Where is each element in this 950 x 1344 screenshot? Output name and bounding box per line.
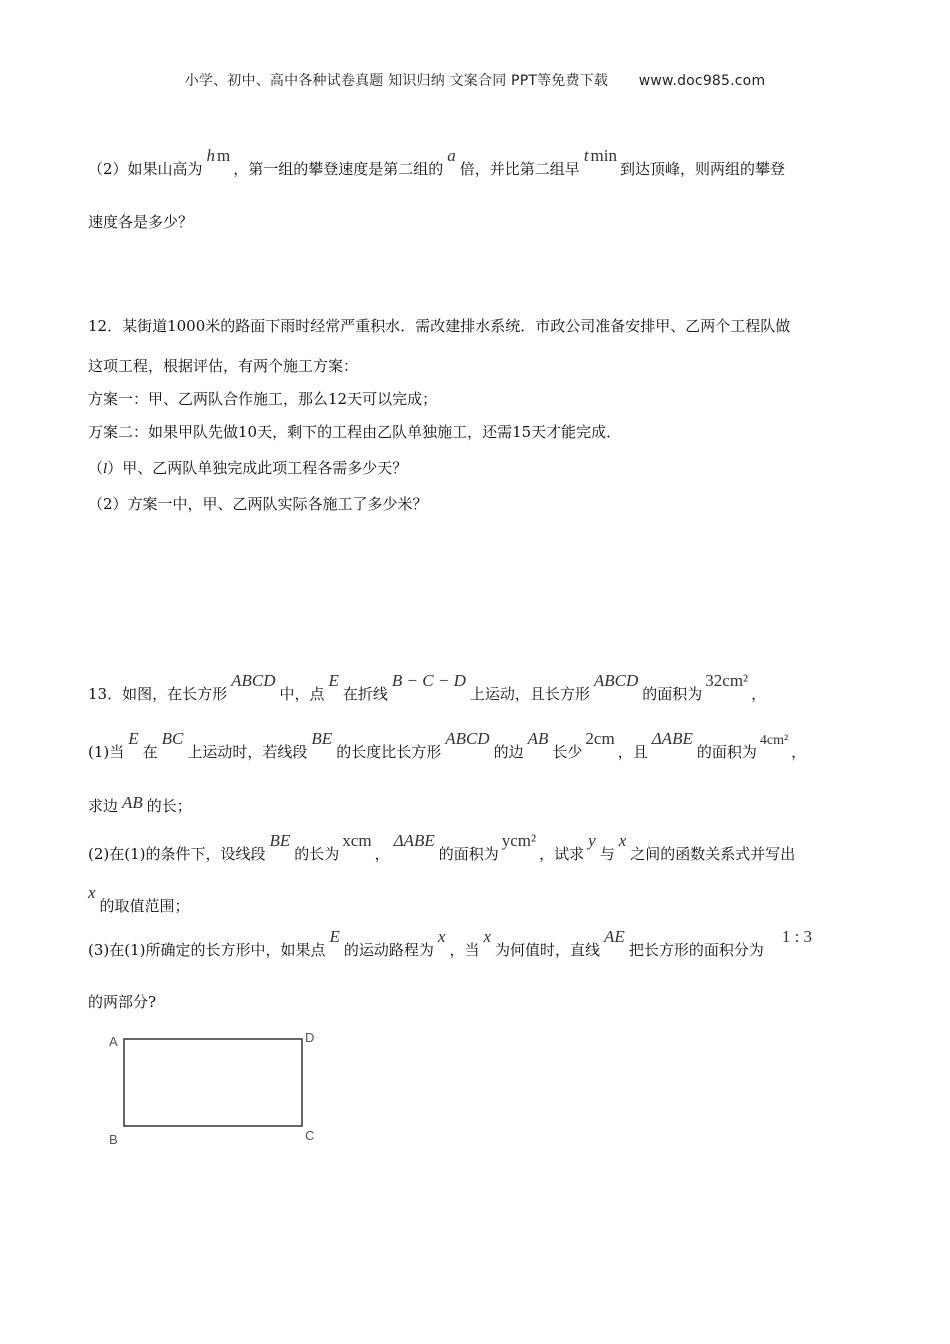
math-t: t <box>583 146 589 165</box>
q12-line2: 这项工程，根据评估，有两个施工方案： <box>88 357 359 375</box>
q13-line3: 求边 AB 的长； <box>88 793 192 815</box>
label-c: C <box>305 1128 315 1143</box>
rectangle-svg <box>100 1028 330 1148</box>
label-a: A <box>109 1034 118 1049</box>
q11-part2-line2: 速度各是多少？ <box>88 213 194 231</box>
q12-line3: 方案一：甲、乙两队合作施工，那么12天可以完成； <box>88 390 438 408</box>
math-a: a <box>447 146 456 165</box>
q11-part2-line1: （2）如果山高为h m，第一组的攀登速度是第二组的a倍，并比第二组早t min到达顶峰，则两组的攀登 <box>88 146 786 178</box>
q13-line7: 的两部分? <box>88 993 157 1011</box>
q13-line4: (2)在(1)的条件下，设线段BE的长为xcm，ΔABE的面积为ycm²，试求y与x之间的函数关系式并写出 <box>88 831 796 863</box>
header-url[interactable]: www.doc985.com <box>638 73 766 89</box>
math-m-unit: m <box>217 146 231 165</box>
q12-line5: （l）甲、乙两队单独完成此项工程各需多少天？ <box>88 459 408 477</box>
q12-line6: （2）方案一中，甲、乙两队实际各施工了多少米？ <box>88 495 428 513</box>
page-header <box>0 70 950 90</box>
q13-line5: x的取值范围； <box>88 883 190 915</box>
q13-line2: (1)当E在BC上运动时，若线段BE的长度比长方形ABCD的边AB长少2cm，且ΔABE的面积为4cm²， <box>88 729 807 761</box>
rectangle-abcd <box>124 1039 302 1126</box>
label-d: D <box>305 1030 315 1045</box>
header-text: 小学、初中、高中各种试卷真题 知识归纳 文案合同 PPT等免费下载 <box>184 73 609 89</box>
rectangle-figure <box>100 1028 330 1148</box>
q13-line1: 13．如图，在长方形ABCD中，点E在折线B − C − D上运动，且长方形ABCD的面积为32cm²， <box>88 671 767 703</box>
math-h: h <box>206 146 216 165</box>
q13-line6: (3)在(1)所确定的长方形中，如果点E的运动路程为x，当x为何值时，直线AE把长方形的面积分为1 : 3 <box>88 927 813 959</box>
math-min-unit: min <box>590 146 617 165</box>
label-b: B <box>109 1132 118 1147</box>
q12-line4: 万案二：如果甲队先做10天，剩下的工程由乙队单独施工，还需15天才能完成． <box>88 423 622 441</box>
q12-line1: 12．某街道1000米的路面下雨时经常严重积水．需改建排水系统．市政公司准备安排甲、乙两个工程队做 <box>88 317 791 335</box>
